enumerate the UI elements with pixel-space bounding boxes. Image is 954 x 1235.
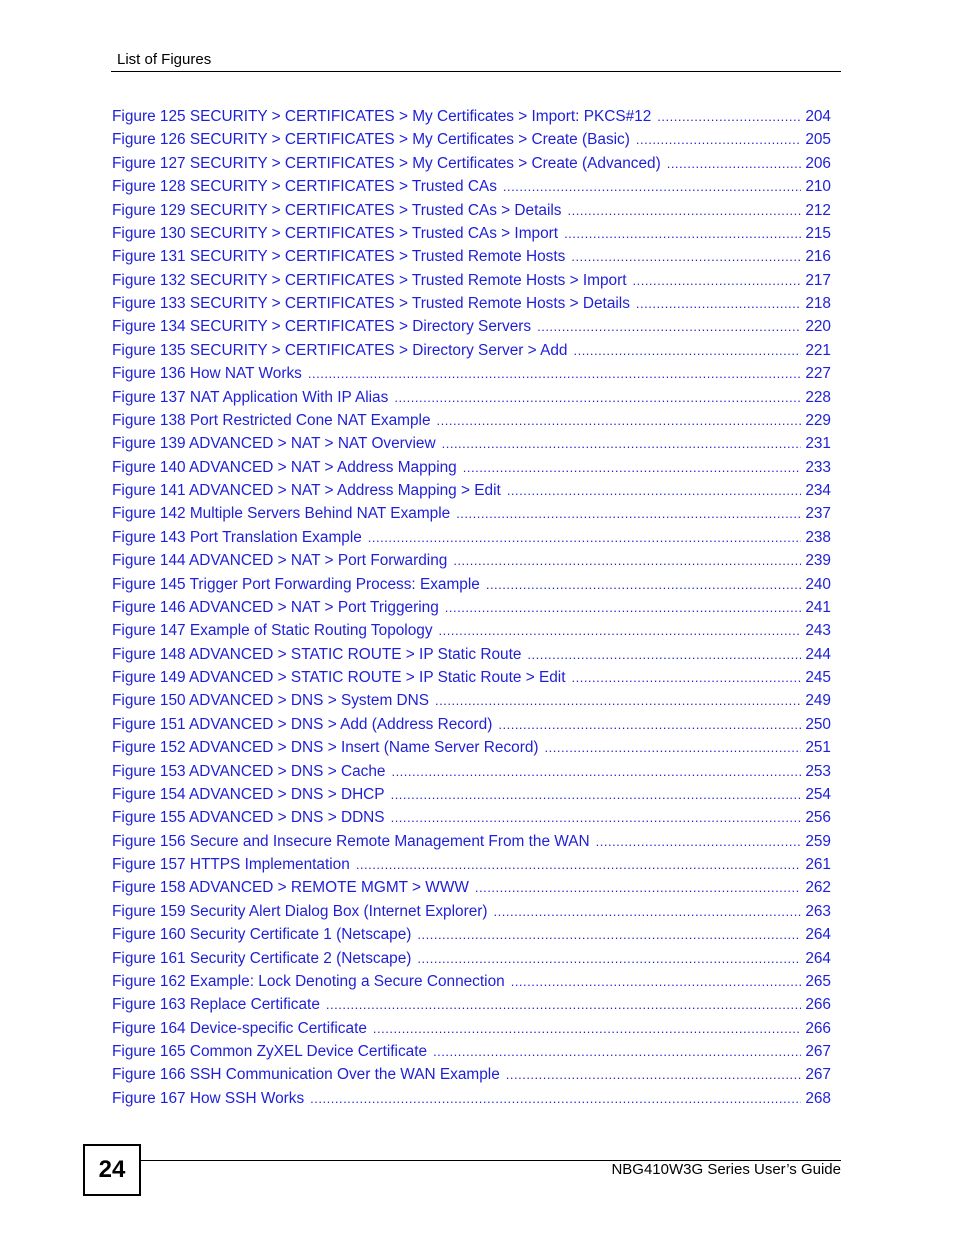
toc-item: [112, 105, 831, 128]
dot-leader: [571, 666, 801, 689]
figure-link[interactable]: [112, 1063, 831, 1086]
figure-label: Figure 137 NAT Application With IP Alias: [112, 388, 389, 406]
figure-link[interactable]: [112, 1017, 831, 1040]
toc-item: [112, 783, 831, 806]
toc-item: [112, 128, 831, 151]
toc-item: [112, 666, 831, 689]
toc-item: [112, 993, 831, 1016]
toc-item: [112, 596, 831, 619]
figure-page-number: 229: [805, 411, 831, 429]
figure-label: Figure 166 SSH Communication Over the WAN Example: [112, 1066, 500, 1084]
figure-link[interactable]: [112, 549, 831, 572]
figure-label: Figure 127 SECURITY > CERTIFICATES > My Certificates > Create (Advanced): [112, 154, 661, 172]
figure-page-number: 266: [805, 996, 831, 1014]
figure-link[interactable]: [112, 947, 831, 970]
figure-link[interactable]: [112, 689, 831, 712]
figure-link[interactable]: [112, 245, 831, 268]
toc-item: [112, 409, 831, 432]
figure-page-number: 249: [805, 692, 831, 710]
figure-label: Figure 128 SECURITY > CERTIFICATES > Trusted CAs: [112, 178, 497, 196]
toc-item: [112, 830, 831, 853]
figure-page-number: 263: [805, 902, 831, 920]
figure-link[interactable]: [112, 1040, 831, 1063]
figure-link[interactable]: [112, 175, 831, 198]
dot-leader: [373, 1017, 801, 1040]
figure-link[interactable]: [112, 619, 831, 642]
figure-page-number: 243: [805, 622, 831, 640]
figure-link[interactable]: [112, 152, 831, 175]
figure-page-number: 241: [805, 598, 831, 616]
dot-leader: [537, 315, 801, 338]
figure-link[interactable]: [112, 666, 831, 689]
dot-leader: [356, 853, 802, 876]
figure-page-number: 227: [805, 365, 831, 383]
figure-label: Figure 157 HTTPS Implementation: [112, 856, 350, 873]
figure-link[interactable]: [112, 479, 831, 502]
toc-item: [112, 175, 831, 198]
figure-label: Figure 126 SECURITY > CERTIFICATES > My Certificates > Create (Basic): [112, 131, 630, 149]
figure-label: Figure 134 SECURITY > CERTIFICATES > Directory Servers: [112, 318, 532, 336]
toc-item: [112, 152, 831, 175]
figure-link[interactable]: [112, 830, 831, 853]
figure-link[interactable]: [112, 596, 831, 619]
figure-link[interactable]: [112, 456, 831, 479]
dot-leader: [571, 245, 801, 268]
figure-link[interactable]: [112, 432, 831, 455]
toc-item: [112, 1087, 831, 1110]
figure-label: Figure 139 ADVANCED > NAT > NAT Overview: [112, 435, 436, 453]
toc-item: [112, 806, 831, 829]
figure-label: Figure 162 Example: Lock Denoting a Secure Connection: [112, 972, 505, 990]
figure-label: Figure 130 SECURITY > CERTIFICATES > Trusted CAs > Import: [112, 224, 559, 242]
figure-page-number: 234: [805, 482, 831, 499]
list-of-figures: [112, 105, 831, 1110]
toc-item: [112, 245, 831, 268]
toc-item: [112, 432, 831, 455]
figure-label: Figure 129 SECURITY > CERTIFICATES > Trusted CAs > Details: [112, 201, 562, 219]
figure-label: Figure 145 Trigger Port Forwarding Process: Example: [112, 575, 480, 593]
dot-leader: [573, 339, 801, 362]
dot-leader: [391, 760, 801, 783]
running-header-title: List of Figures: [117, 51, 212, 68]
dot-leader: [545, 736, 802, 759]
figure-label: Figure 167 How SSH Works: [112, 1089, 305, 1107]
figure-label: Figure 143 Port Translation Example: [112, 528, 362, 546]
figure-link[interactable]: [112, 783, 831, 806]
figure-label: Figure 165 Common ZyXEL Device Certificate: [112, 1043, 428, 1060]
figure-label: Figure 138 Port Restricted Cone NAT Example: [112, 411, 431, 429]
figure-link[interactable]: [112, 900, 831, 923]
figure-label: Figure 164 Device-specific Certificate: [112, 1019, 367, 1037]
figure-link[interactable]: [112, 362, 831, 385]
figure-link[interactable]: [112, 409, 831, 432]
figure-page-number: 238: [805, 528, 831, 546]
figure-label: Figure 125 SECURITY > CERTIFICATES > My Certificates > Import: PKCS#12: [112, 108, 652, 125]
figure-label: Figure 135 SECURITY > CERTIFICATES > Directory Server > Add: [112, 341, 568, 359]
figure-page-number: 210: [805, 178, 831, 196]
figure-label: Figure 149 ADVANCED > STATIC ROUTE > IP Static Route > Edit: [112, 669, 566, 686]
figure-page-number: 250: [805, 715, 831, 733]
figure-link[interactable]: [112, 222, 831, 245]
dot-leader: [368, 526, 802, 549]
dot-leader: [564, 222, 801, 245]
figure-label: Figure 132 SECURITY > CERTIFICATES > Trusted Remote Hosts > Import: [112, 271, 627, 289]
dot-leader: [439, 619, 802, 642]
figure-page-number: 240: [805, 575, 831, 593]
figure-page-number: 264: [805, 926, 831, 944]
figure-link[interactable]: [112, 736, 831, 759]
dot-leader: [567, 199, 801, 222]
toc-item: [112, 362, 831, 385]
dot-leader: [417, 947, 801, 970]
figure-label: Figure 159 Security Alert Dialog Box (Internet Explorer): [112, 902, 488, 920]
dot-leader: [636, 128, 801, 151]
figure-link[interactable]: [112, 923, 831, 946]
figure-link[interactable]: [112, 128, 831, 151]
figure-page-number: 228: [805, 388, 831, 406]
dot-leader: [326, 993, 801, 1016]
toc-item: [112, 386, 831, 409]
figure-label: Figure 147 Example of Static Routing Topology: [112, 622, 433, 640]
dot-leader: [506, 1063, 802, 1086]
dot-leader: [394, 386, 801, 409]
figure-page-number: 237: [805, 505, 831, 523]
dot-leader: [445, 596, 802, 619]
page-number-box: [83, 1144, 141, 1196]
dot-leader: [667, 152, 802, 175]
dot-leader: [632, 269, 801, 292]
figure-page-number: 256: [805, 809, 831, 827]
toc-item: [112, 713, 831, 736]
dot-leader: [437, 409, 802, 432]
figure-label: Figure 136 How NAT Works: [112, 365, 302, 383]
figure-page-number: 212: [805, 201, 831, 219]
figure-link[interactable]: [112, 993, 831, 1016]
figure-page-number: 264: [805, 949, 831, 967]
figure-page-number: 221: [805, 341, 831, 359]
figure-link[interactable]: [112, 292, 831, 315]
toc-item: [112, 970, 831, 993]
dot-leader: [511, 970, 802, 993]
toc-item: [112, 502, 831, 525]
toc-item: [112, 923, 831, 946]
figure-link[interactable]: [112, 1087, 831, 1110]
toc-item: [112, 1040, 831, 1063]
figure-label: Figure 155 ADVANCED > DNS > DDNS: [112, 809, 385, 827]
figure-label: Figure 152 ADVANCED > DNS > Insert (Name Server Record): [112, 739, 539, 757]
figure-page-number: 218: [805, 295, 831, 312]
toc-item: [112, 479, 831, 502]
figure-link[interactable]: [112, 970, 831, 993]
figure-label: Figure 153 ADVANCED > DNS > Cache: [112, 762, 386, 780]
toc-item: [112, 689, 831, 712]
toc-item: [112, 619, 831, 642]
toc-item: [112, 1017, 831, 1040]
figure-label: Figure 133 SECURITY > CERTIFICATES > Trusted Remote Hosts > Details: [112, 295, 630, 312]
dot-leader: [391, 806, 802, 829]
toc-item: [112, 900, 831, 923]
toc-item: [112, 526, 831, 549]
figure-link[interactable]: [112, 269, 831, 292]
figure-link[interactable]: [112, 502, 831, 525]
figure-page-number: 253: [805, 762, 831, 780]
figure-page-number: 265: [805, 972, 831, 990]
figure-page-number: 262: [805, 879, 831, 897]
figure-page-number: 216: [805, 248, 831, 266]
figure-label: Figure 131 SECURITY > CERTIFICATES > Trusted Remote Hosts: [112, 248, 566, 266]
dot-leader: [456, 502, 801, 525]
figure-page-number: 231: [805, 435, 831, 453]
figure-link[interactable]: [112, 105, 831, 128]
figure-page-number: 215: [805, 224, 831, 242]
figure-link[interactable]: [112, 526, 831, 549]
figure-page-number: 267: [805, 1066, 831, 1084]
toc-item: [112, 876, 831, 899]
dot-leader: [636, 292, 801, 315]
toc-item: [112, 736, 831, 759]
figure-link[interactable]: [112, 876, 831, 899]
toc-item: [112, 853, 831, 876]
toc-item: [112, 315, 831, 338]
figure-link[interactable]: [112, 643, 831, 666]
dot-leader: [486, 573, 801, 596]
figure-page-number: 266: [805, 1019, 831, 1037]
toc-item: [112, 1063, 831, 1086]
dot-leader: [463, 456, 802, 479]
dot-leader: [498, 713, 801, 736]
figure-page-number: 204: [805, 108, 831, 125]
toc-item: [112, 456, 831, 479]
figure-link[interactable]: [112, 386, 831, 409]
dot-leader: [475, 876, 801, 899]
figure-label: Figure 161 Security Certificate 2 (Netscape): [112, 949, 412, 967]
figure-link[interactable]: [112, 199, 831, 222]
figure-label: Figure 144 ADVANCED > NAT > Port Forwarding: [112, 552, 448, 570]
figure-page-number: 267: [805, 1043, 831, 1060]
dot-leader: [527, 643, 801, 666]
figure-label: Figure 140 ADVANCED > NAT > Address Mapping: [112, 458, 457, 476]
toc-item: [112, 269, 831, 292]
figure-label: Figure 146 ADVANCED > NAT > Port Triggering: [112, 598, 439, 616]
dot-leader: [308, 362, 801, 385]
toc-item: [112, 573, 831, 596]
figure-page-number: 245: [805, 669, 831, 686]
figure-page-number: 239: [805, 552, 831, 570]
figure-page-number: 268: [805, 1089, 831, 1107]
figure-label: Figure 154 ADVANCED > DNS > DHCP: [112, 785, 385, 803]
figure-page-number: 259: [805, 832, 831, 850]
figure-link[interactable]: [112, 853, 831, 876]
dot-leader: [417, 923, 801, 946]
figure-page-number: 217: [805, 271, 831, 289]
figure-page-number: 206: [805, 154, 831, 172]
figure-page-number: 233: [805, 458, 831, 476]
toc-item: [112, 549, 831, 572]
figure-page-number: 205: [805, 131, 831, 149]
figure-label: Figure 151 ADVANCED > DNS > Add (Address Record): [112, 715, 493, 733]
figure-page-number: 244: [805, 645, 831, 663]
figure-link[interactable]: [112, 339, 831, 362]
dot-leader: [442, 432, 802, 455]
figure-page-number: 261: [805, 856, 831, 873]
figure-page-number: 251: [805, 739, 831, 757]
dot-leader: [433, 1040, 801, 1063]
dot-leader: [391, 783, 802, 806]
dot-leader: [596, 830, 802, 853]
toc-item: [112, 947, 831, 970]
dot-leader: [507, 479, 802, 502]
figure-label: Figure 163 Replace Certificate: [112, 996, 320, 1014]
footer-guide-title: NBG410W3G Series User’s Guide: [611, 1161, 841, 1178]
dot-leader: [435, 689, 801, 712]
figure-label: Figure 148 ADVANCED > STATIC ROUTE > IP Static Route: [112, 645, 522, 663]
figure-link[interactable]: [112, 713, 831, 736]
figure-label: Figure 150 ADVANCED > DNS > System DNS: [112, 692, 430, 710]
dot-leader: [453, 549, 801, 572]
figure-label: Figure 158 ADVANCED > REMOTE MGMT > WWW: [112, 879, 469, 897]
toc-item: [112, 643, 831, 666]
figure-label: Figure 160 Security Certificate 1 (Netscape): [112, 926, 412, 944]
figure-page-number: 220: [805, 318, 831, 336]
dot-leader: [494, 900, 802, 923]
figure-page-number: 254: [805, 785, 831, 803]
figure-label: Figure 156 Secure and Insecure Remote Management From the WAN: [112, 832, 590, 850]
toc-item: [112, 339, 831, 362]
toc-item: [112, 292, 831, 315]
toc-item: [112, 760, 831, 783]
figure-label: Figure 142 Multiple Servers Behind NAT Example: [112, 505, 451, 523]
toc-item: [112, 199, 831, 222]
toc-item: [112, 222, 831, 245]
page-number: 24: [98, 1156, 126, 1183]
dot-leader: [310, 1087, 801, 1110]
header-divider: [111, 71, 841, 72]
dot-leader: [657, 105, 801, 128]
dot-leader: [503, 175, 801, 198]
figure-link[interactable]: [112, 573, 831, 596]
figure-label: Figure 141 ADVANCED > NAT > Address Mapping > Edit: [112, 482, 501, 499]
figure-link[interactable]: [112, 806, 831, 829]
figure-link[interactable]: [112, 315, 831, 338]
figure-link[interactable]: [112, 760, 831, 783]
